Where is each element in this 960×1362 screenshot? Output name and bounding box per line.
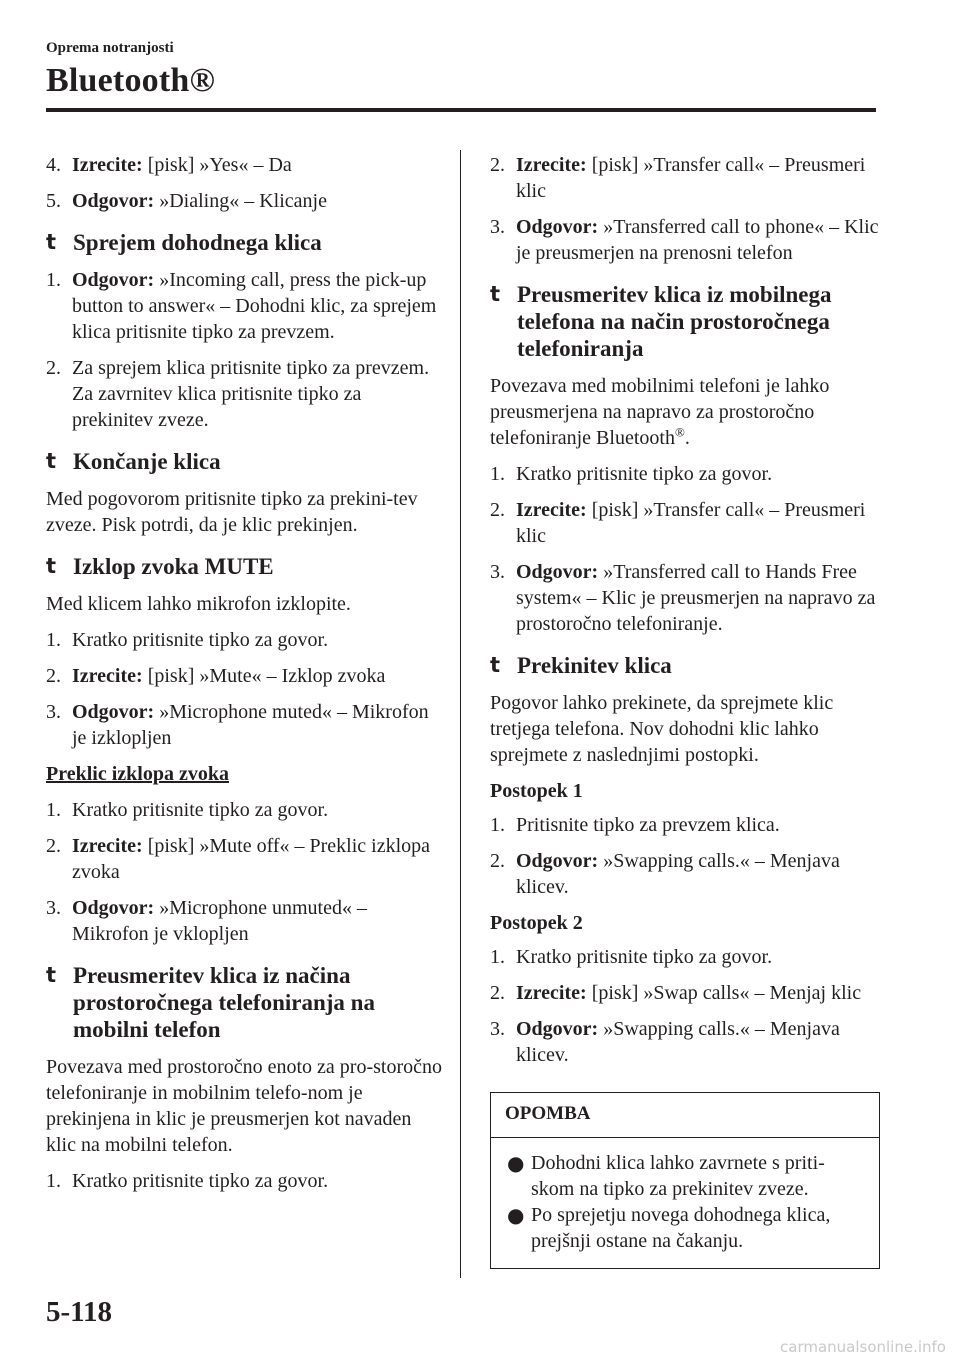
paragraph: Povezava med prostoročno enoto za pro-storočno telefoniranje in mobilnim telefo-nom je prekinjena in klic je preusmerjen kot navaden klic na mobilni telefon. — [46, 1056, 442, 1156]
step-item: 1. Kratko pritisnite tipko za govor. — [46, 1170, 329, 1192]
page-number: 5-118 — [46, 1296, 113, 1328]
section-marker-icon: t — [490, 282, 501, 306]
paragraph: Pogovor lahko prekinete, da sprejmete klic tretjega telefona. Nov dohodni klic lahko sprejmete z naslednjimi postopki. — [490, 692, 834, 766]
step-item: 4. Izrecite: [pisk] »Yes« – Da — [46, 154, 292, 176]
note-bullet: ● Dohodni klica lahko zavrnete s priti-skom na tipko za prekinitev zveze. — [507, 1151, 825, 1200]
step-item: 3. Odgovor: »Microphone muted« – Mikrofon je izklopljen — [46, 701, 429, 749]
section-marker-icon: t — [46, 554, 57, 578]
procedure-label: Postopek 2 — [490, 912, 583, 934]
section-marker-icon: t — [46, 230, 57, 254]
bullet-icon: ● — [507, 1203, 525, 1227]
paragraph: Med klicem lahko mikrofon izklopite. — [46, 593, 351, 615]
header-rule — [46, 108, 876, 112]
column-divider — [460, 150, 461, 1278]
section-heading: t Prekinitev klica — [490, 653, 672, 678]
procedure-label: Postopek 1 — [490, 780, 583, 802]
step-item: 3. Odgovor: »Swapping calls.« – Menjava klicev. — [490, 1018, 840, 1066]
note-bullet: ● Po sprejetju novega dohodnega klica, prejšnji ostane na čakanju. — [507, 1203, 831, 1252]
step-item: 1. Pritisnite tipko za prevzem klica. — [490, 814, 780, 836]
bullet-icon: ● — [507, 1151, 525, 1175]
note-box — [490, 1092, 880, 1269]
step-item: 2. Izrecite: [pisk] »Mute« – Izklop zvoka — [46, 665, 386, 687]
section-heading: t Preusmeritev klica iz načina prostoročnega telefoniranja na mobilni telefon — [46, 963, 375, 1042]
paragraph: Med pogovorom pritisnite tipko za prekini-tev zveze. Pisk potrdi, da je klic prekinjen. — [46, 488, 418, 536]
step-item: 1. Odgovor: »Incoming call, press the pick-up button to answer« – Dohodni klic, za sprejem klica pritisnite tipko za prevzem. — [46, 269, 437, 343]
step-item: 2. Za sprejem klica pritisnite tipko za prevzem. Za zavrnitev klica pritisnite tipko za prekinitev zveze. — [46, 357, 430, 431]
step-item: 3. Odgovor: »Transferred call to Hands Free system« – Klic je preusmerjen na napravo za prostoročno telefoniranje. — [490, 561, 876, 635]
section-heading: t Preusmeritev klica iz mobilnega telefona na način prostoročnega telefoniranja — [490, 282, 832, 361]
step-item: 2. Odgovor: »Swapping calls.« – Menjava klicev. — [490, 850, 840, 898]
step-item: 3. Odgovor: »Microphone unmuted« – Mikrofon je vklopljen — [46, 897, 367, 945]
step-item: 2. Izrecite: [pisk] »Transfer call« – Preusmeri klic — [490, 154, 866, 202]
section-marker-icon: t — [490, 653, 501, 677]
note-title: OPOMBA — [491, 1093, 879, 1138]
page-title: Bluetooth® — [46, 62, 216, 99]
section-marker-icon: t — [46, 963, 57, 987]
section-heading: t Sprejem dohodnega klica — [46, 230, 322, 255]
step-item: 1. Kratko pritisnite tipko za govor. — [46, 629, 329, 651]
watermark: carmanualsonline.info — [780, 1338, 946, 1356]
step-item: 2. Izrecite: [pisk] »Transfer call« – Preusmeri klic — [490, 499, 866, 547]
step-item: 1. Kratko pritisnite tipko za govor. — [490, 946, 773, 968]
step-item: 5. Odgovor: »Dialing« – Klicanje — [46, 190, 327, 212]
note-body — [491, 1138, 879, 1268]
step-item: 1. Kratko pritisnite tipko za govor. — [46, 799, 329, 821]
section-label: Oprema notranjosti — [46, 40, 174, 56]
section-heading: t Končanje klica — [46, 449, 221, 474]
step-item: 1. Kratko pritisnite tipko za govor. — [490, 463, 773, 485]
right-column — [490, 152, 880, 1269]
subheading: Preklic izklopa zvoka — [46, 763, 229, 785]
left-column — [46, 152, 442, 1204]
section-marker-icon: t — [46, 449, 57, 473]
section-heading: t Izklop zvoka MUTE — [46, 554, 274, 579]
step-item: 2. Izrecite: [pisk] »Swap calls« – Menjaj klic — [490, 982, 862, 1004]
step-item: 3. Odgovor: »Transferred call to phone« – Klic je preusmerjen na prenosni telefon — [490, 216, 879, 264]
step-item: 2. Izrecite: [pisk] »Mute off« – Preklic izklopa zvoka — [46, 835, 431, 883]
paragraph: Povezava med mobilnimi telefoni je lahko preusmerjena na napravo za prostoročno telefoniranje Bluetooth®. — [490, 375, 830, 449]
